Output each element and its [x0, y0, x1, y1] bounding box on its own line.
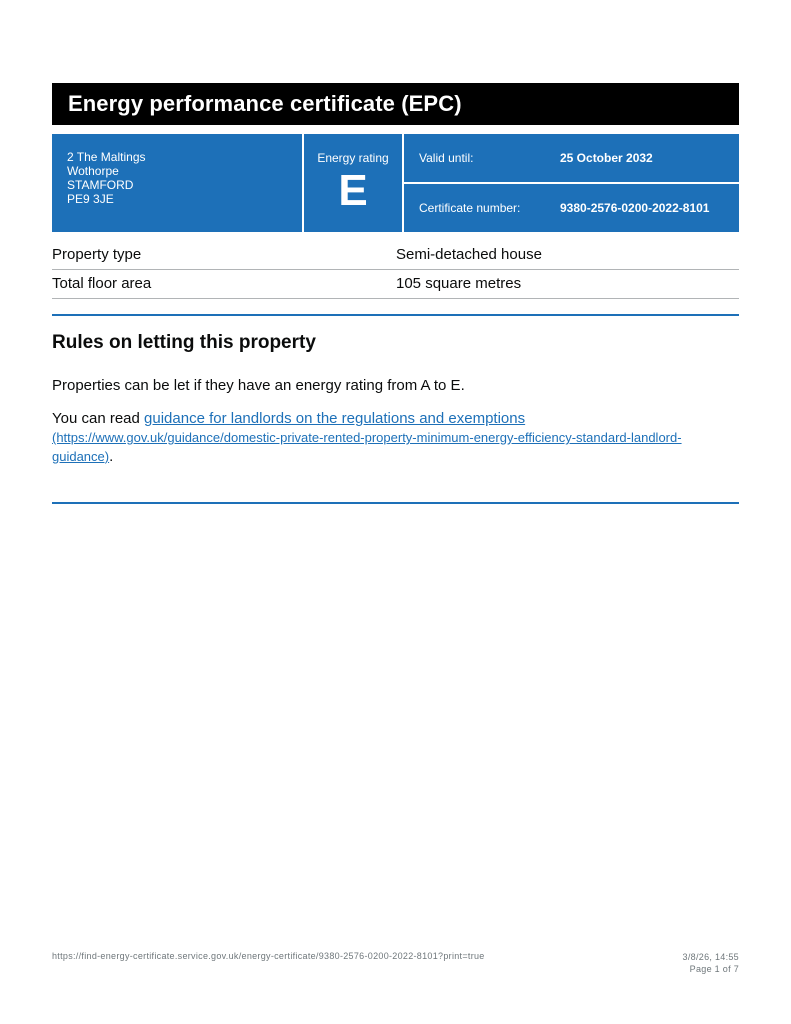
property-summary-table [52, 241, 739, 299]
certificate-number-row [404, 184, 739, 232]
footer-url: https://find-energy-certificate.service.gov.uk/energy-certificate/9380-2576-0200-2022-8101?print=true [52, 951, 485, 961]
address-line-3: STAMFORD [67, 178, 134, 192]
valid-until-value: 25 October 2032 [560, 151, 653, 165]
guidance-prefix: You can read [52, 410, 145, 427]
letting-rules-heading: Rules on letting this property [52, 332, 316, 353]
energy-rating-block [304, 134, 402, 232]
footer-datetime: 3/8/26, 14:55 [682, 952, 739, 962]
guidance-url[interactable]: (https://www.gov.uk/guidance/domestic-private-rented-property-minimum-energy-efficiency-standard-landlord-guidance) [52, 430, 682, 464]
summary-panel [52, 134, 739, 232]
guidance-paragraph [52, 409, 739, 466]
certificate-number-label: Certificate number: [419, 201, 521, 215]
property-type-value: Semi-detached house [396, 241, 739, 270]
table-row [52, 270, 739, 299]
table-row [52, 241, 739, 270]
certificate-page [52, 83, 739, 504]
certificate-number-value: 9380-2576-0200-2022-8101 [560, 201, 710, 215]
address-line-1: 2 The Maltings [67, 150, 146, 164]
footer-meta [683, 951, 739, 975]
address-line-2: Wothorpe [67, 164, 119, 178]
footer-page-number: Page 1 of 7 [689, 964, 739, 974]
section-divider [52, 314, 739, 316]
property-type-label: Property type [52, 241, 396, 270]
address-line-4: PE9 3JE [67, 192, 114, 206]
energy-rating-label: Energy rating [317, 151, 389, 165]
address-block [52, 134, 302, 232]
floor-area-label: Total floor area [52, 270, 396, 299]
valid-until-row [404, 134, 739, 182]
guidance-suffix: . [109, 448, 114, 465]
guidance-link[interactable]: guidance for landlords on the regulations and exemptions [144, 410, 526, 427]
letting-rules-text: Properties can be let if they have an energy rating from A to E. [52, 377, 465, 394]
page-title: Energy performance certificate (EPC) [68, 91, 462, 116]
section-divider [52, 502, 739, 504]
energy-rating-letter: E [338, 166, 368, 215]
certificate-details [404, 134, 739, 232]
valid-until-label: Valid until: [419, 151, 474, 165]
title-bar [52, 83, 739, 125]
floor-area-value: 105 square metres [396, 270, 739, 299]
